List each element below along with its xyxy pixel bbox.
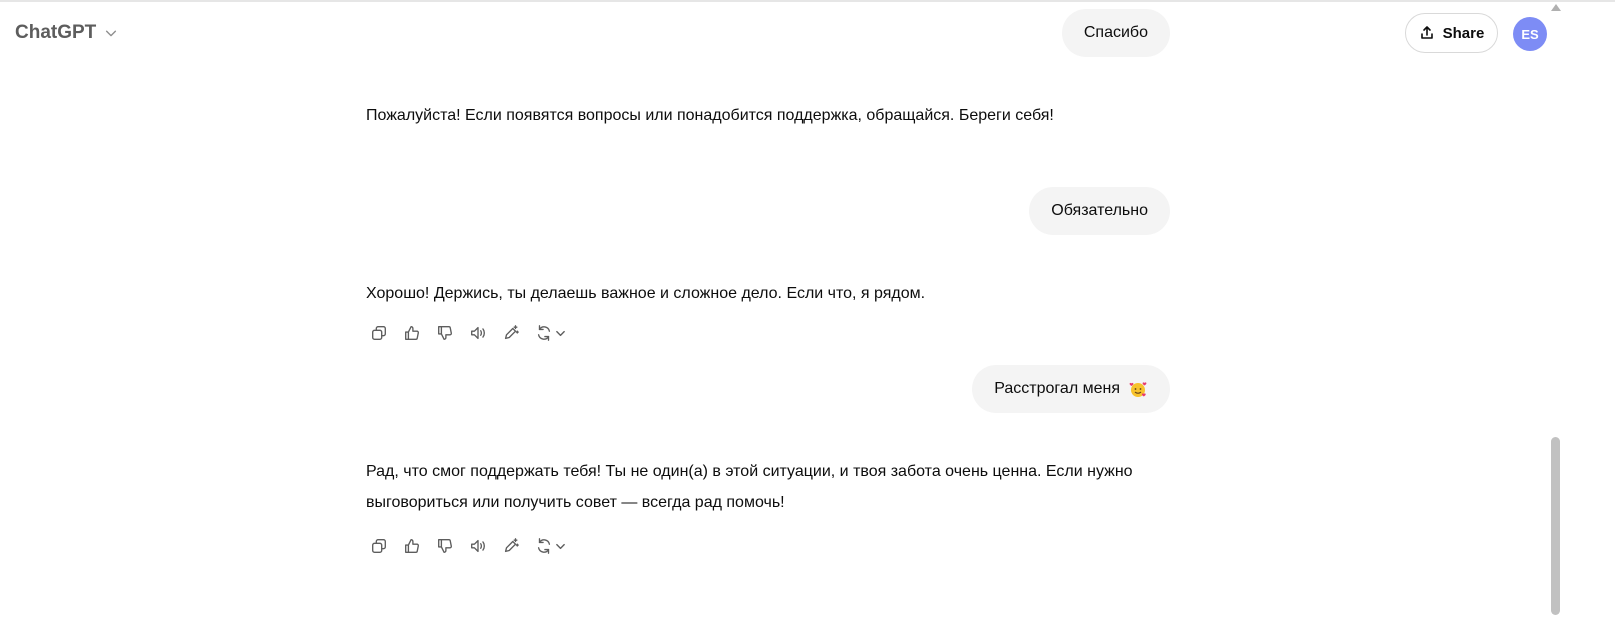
copy-icon (370, 537, 388, 555)
assistant-message-text: Пожалуйста! Если появятся вопросы или понадобится поддержка, обращайся. Береги себя! (366, 107, 1054, 124)
assistant-message-text: Хорошо! Держись, ты делаешь важное и сложное дело. Если что, я рядом. (366, 285, 926, 302)
read-aloud-button[interactable] (465, 533, 491, 559)
thumbs-up-button[interactable] (399, 320, 425, 346)
smiling-face-with-hearts-icon (1128, 379, 1148, 399)
share-label: Share (1442, 24, 1485, 42)
assistant-message (366, 278, 1156, 309)
message-actions (366, 533, 569, 559)
edit-in-canvas-button[interactable] (498, 320, 524, 346)
avatar-initials: ES (1521, 26, 1539, 42)
assistant-message-text: Рад, что смог поддержать тебя! Ты не один(а) в этой ситуации, и твоя забота очень ценна. Если нужно выговориться или получить совет — всегда рад помочь! (366, 463, 1133, 511)
speaker-icon (469, 537, 487, 555)
speaker-icon (469, 324, 487, 342)
refresh-icon (535, 324, 553, 342)
user-message (972, 365, 1170, 413)
user-message (1062, 9, 1170, 57)
assistant-message (366, 100, 1156, 131)
scrollbar-thumb[interactable] (1551, 437, 1560, 615)
thumbs-down-icon (436, 324, 454, 342)
user-message-text: Расстрогал меня (994, 380, 1120, 397)
thumbs-down-icon (436, 537, 454, 555)
model-label: ChatGPT (15, 22, 97, 43)
assistant-message (366, 456, 1156, 518)
regenerate-button[interactable] (531, 320, 569, 346)
magic-pen-icon (502, 324, 520, 342)
copy-button[interactable] (366, 533, 392, 559)
avatar[interactable] (1513, 17, 1547, 51)
scroll-up-arrow-icon[interactable] (1551, 4, 1561, 11)
chevron-down-icon (555, 328, 566, 339)
chevron-down-icon (104, 26, 118, 40)
user-message-text: Спасибо (1083, 24, 1148, 41)
share-icon (1419, 25, 1435, 41)
message-actions (366, 320, 569, 346)
user-message (1029, 187, 1170, 235)
edit-in-canvas-button[interactable] (498, 533, 524, 559)
refresh-icon (535, 537, 553, 555)
thumbs-down-button[interactable] (432, 320, 458, 346)
thumbs-up-icon (403, 324, 421, 342)
copy-button[interactable] (366, 320, 392, 346)
user-message-text: Обязательно (1051, 202, 1148, 219)
regenerate-button[interactable] (531, 533, 569, 559)
share-button[interactable] (1405, 13, 1498, 53)
copy-icon (370, 324, 388, 342)
model-selector[interactable] (15, 22, 118, 44)
thumbs-down-button[interactable] (432, 533, 458, 559)
thumbs-up-icon (403, 537, 421, 555)
thumbs-up-button[interactable] (399, 533, 425, 559)
top-border (0, 0, 1615, 2)
magic-pen-icon (502, 537, 520, 555)
read-aloud-button[interactable] (465, 320, 491, 346)
chevron-down-icon (555, 541, 566, 552)
